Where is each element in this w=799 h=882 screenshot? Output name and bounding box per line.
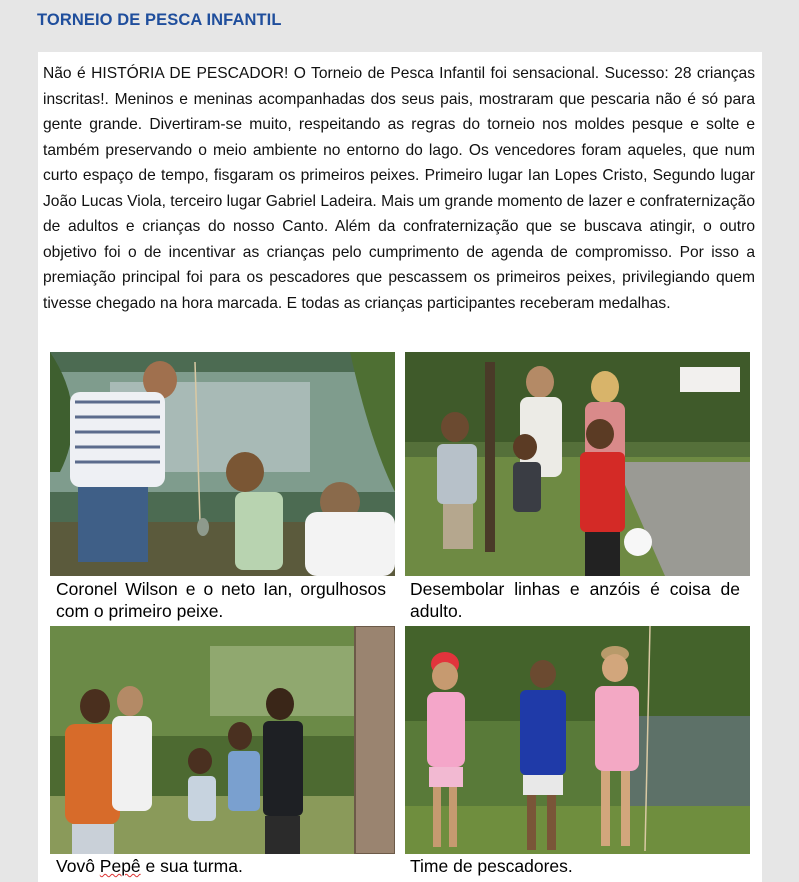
caption-photo-4: Time de pescadores. (410, 856, 573, 876)
caption-photo-3-marked: Pepê (99, 856, 141, 876)
caption-photo-3 (56, 855, 386, 877)
article-card (38, 52, 762, 882)
caption-photo-3-prefix: Vovô (56, 856, 100, 876)
caption-photo-1: Coronel Wilson e o neto Ian, orgulhosos com o primeiro peixe. (56, 579, 386, 621)
page-title: TORNEIO DE PESCA INFANTIL (37, 11, 282, 29)
article-paragraph: Não é HISTÓRIA DE PESCADOR! O Torneio de Pesca Infantil foi sensacional. Sucesso: 28 crianças inscritas!. Meninos e meninas acompanhadas dos seus pais, mostraram que pescaria não é só para gente grande. Divertiram-se muito, respeitando as regras do torneio nos moldes pesque e solte e também preservando o meio ambiente no entorno do lago. Os vencedores foram aqueles, que num curto espaço de tempo, fisgaram os primeiros peixes. Primeiro lugar Ian Lopes Cristo, Segundo lugar João Lucas Viola, terceiro lugar Gabriel Ladeira. Mais um grande momento de lazer e confraternização de adultos e crianças do nosso Canto. Além da confraternização que se buscava atingir, o outro objetivo foi o de incentivar as crianças pelo cumprimento de agenda de compromisso. Por isso a premiação principal foi para os pescadores que pescassem os primeiros peixes, privilegiando quem tivesse chegado na hora marcada. E todas as crianças participantes receberam medalhas. (43, 65, 755, 312)
caption-photo-2: Desembolar linhas e anzóis é coisa de adulto. (410, 579, 740, 621)
caption-photo-3-suffix: e sua turma. (140, 856, 243, 876)
photo-time-de-pescadores (405, 626, 750, 854)
photo-vovo-pepe (50, 626, 395, 854)
photo-coronel-wilson (50, 352, 395, 576)
photo-desembolar-linhas (405, 352, 750, 576)
